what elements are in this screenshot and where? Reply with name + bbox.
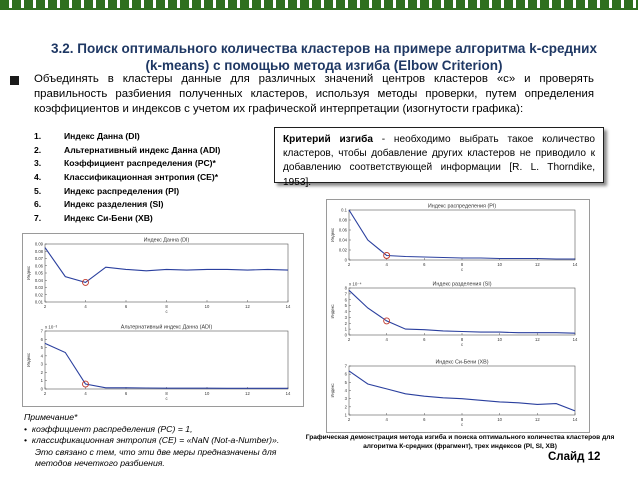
- x-tick-label: 8: [460, 262, 464, 267]
- x-axis-label: c: [165, 396, 168, 401]
- y-tick-label: 6: [344, 371, 347, 377]
- series-line: [45, 248, 288, 283]
- y-tick-label: 0.05: [34, 270, 43, 276]
- y-tick-label: 0.02: [34, 292, 43, 298]
- x-tick-label: 2: [43, 304, 47, 309]
- y-tick-label: 4: [40, 353, 43, 359]
- chart-title: Индекс разделения (SI): [432, 281, 492, 288]
- x-axis-label: c: [460, 267, 464, 272]
- chart-right-middle: [330, 282, 578, 348]
- y-tick-label: 3: [344, 396, 347, 402]
- slide-number: Слайд 12: [548, 451, 601, 463]
- item-label: Классификационная энтропия (CE)*: [64, 172, 219, 183]
- y-axis-label: Индекс: [26, 352, 31, 368]
- x-tick-label: 6: [423, 417, 426, 422]
- y-tick-label: 0.04: [338, 237, 347, 243]
- y-tick-label: 0.06: [34, 263, 43, 269]
- y-tick-label: 4: [344, 388, 347, 393]
- chart-title: Индекс Си-Бени (XB): [435, 359, 489, 366]
- chart-right-bottom: [330, 360, 578, 428]
- y-tick-label: 0.08: [338, 217, 347, 223]
- criterion-text: - необходимо выбрать такое количество кластеров, чтобы добавление других кластеров не приводило к добавлению соответствующей информации [R. L. Thorndike, 1953].: [283, 134, 595, 188]
- x-tick-label: 14: [285, 304, 291, 309]
- x-tick-label: 12: [245, 304, 250, 309]
- y-tick-label: 8: [344, 285, 347, 291]
- x-tick-label: 8: [165, 391, 168, 396]
- y-tick-label: 0.07: [34, 256, 43, 261]
- item-label: Индекс распределения (PI): [64, 185, 180, 196]
- y-tick-label: 0: [40, 386, 43, 392]
- x-tick-label: 14: [572, 337, 578, 342]
- y-axis-label: Индекс: [330, 304, 335, 319]
- item-label: Альтернативный индекс Данна (ADI): [64, 144, 221, 155]
- list-item: [34, 144, 220, 158]
- y-tick-label: 1: [344, 412, 347, 418]
- y-tick-label: 0.01: [34, 299, 43, 305]
- footnote-item: • коэффициент распределения (PC) = 1,: [24, 423, 193, 434]
- item-label: Индекс разделения (SI): [64, 199, 164, 210]
- y-tick-label: 0: [344, 332, 347, 338]
- y-tick-label: 2: [40, 369, 43, 375]
- x-tick-label: 2: [347, 262, 351, 267]
- x-tick-label: 8: [165, 304, 168, 309]
- chart-left-bottom: [26, 324, 291, 402]
- series-line: [349, 210, 575, 259]
- y-tick-label: 6: [344, 297, 347, 303]
- series-line: [349, 290, 575, 333]
- y-tick-label: 3: [344, 314, 347, 320]
- x-tick-label: 2: [347, 337, 351, 342]
- y-tick-label: 0.06: [338, 227, 347, 233]
- series-line: [349, 371, 575, 411]
- right-figure-svg: [327, 200, 589, 432]
- figure-caption: Графическая демонстрация метода изгиба и поиска оптимального количества кластеров для алгоритма К-средних (фрагмент), трех индексов (PI, SI, XB): [305, 434, 615, 450]
- x-tick-label: 12: [534, 262, 540, 267]
- y-tick-label: 5: [344, 303, 347, 309]
- y-tick-label: 4: [344, 309, 347, 314]
- y-tick-label: 3: [40, 361, 43, 367]
- x-axis-label: c: [165, 309, 168, 314]
- x-tick-label: 4: [84, 304, 87, 309]
- x-tick-label: 8: [460, 417, 464, 422]
- x-tick-label: 6: [423, 337, 426, 342]
- item-label: Коэффициент распределения (PC)*: [64, 158, 216, 169]
- y-axis-label: Индекс: [330, 227, 335, 243]
- y-tick-label: 2: [344, 320, 347, 326]
- y-tick-label: 1: [344, 326, 347, 332]
- item-number: 2.: [34, 144, 42, 155]
- list-item: [34, 212, 220, 226]
- criterion-term: Критерий изгиба: [283, 134, 373, 145]
- x-tick-label: 10: [497, 262, 503, 267]
- y-tick-label: 0.09: [34, 241, 43, 247]
- chart-axes-box: [45, 244, 288, 302]
- left-figure-svg: [23, 234, 303, 406]
- y-tick-label: 6: [40, 336, 43, 342]
- y-tick-label: 0.08: [34, 248, 43, 254]
- right-figure: [326, 199, 590, 433]
- criterion-box: [274, 127, 604, 188]
- x-axis-label: c: [460, 422, 464, 427]
- x-tick-label: 14: [285, 391, 291, 396]
- item-label: Индекс Си-Бени (XB): [64, 213, 153, 224]
- list-item: [34, 157, 220, 171]
- chart-exponent: x 10⁻³: [45, 324, 58, 330]
- y-tick-label: 0.1: [341, 207, 347, 213]
- chart-axes-box: [349, 366, 575, 415]
- item-number: 4.: [34, 172, 42, 183]
- y-tick-label: 7: [344, 291, 347, 297]
- chart-title: Индекс распределения (PI): [427, 203, 497, 210]
- y-tick-label: 2: [344, 404, 347, 410]
- y-tick-label: 0.02: [338, 247, 347, 253]
- y-tick-label: 7: [40, 328, 43, 334]
- footnote: [24, 412, 294, 470]
- item-number: 3.: [34, 158, 42, 169]
- list-item: [34, 130, 220, 144]
- chart-title: Альтернативный индекс Данна (ADI): [120, 324, 213, 331]
- bullet-square-icon: [10, 76, 19, 85]
- top-stripe: [0, 0, 638, 8]
- x-tick-label: 14: [572, 417, 578, 422]
- x-tick-label: 8: [460, 337, 464, 342]
- x-tick-label: 2: [43, 391, 47, 396]
- x-tick-label: 6: [423, 262, 426, 267]
- chart-axes-box: [349, 288, 575, 335]
- y-tick-label: 0.03: [34, 285, 43, 290]
- x-tick-label: 10: [204, 391, 210, 396]
- footnote-item: • классификационная энтропия (CE) = «NaN (Not-a-Number)». Это связано с тем, что эти две меры предназначены для методов нечеткого разбиения.: [24, 435, 280, 469]
- y-tick-label: 0.04: [34, 277, 43, 283]
- index-list: [34, 130, 220, 226]
- slide-title: 3.2. Поиск оптимального количества кластеров на примере алгоритма k-средних (k-means) с помощью метода изгиба (Elbow Criterion): [51, 41, 597, 73]
- list-item: [34, 198, 220, 212]
- y-tick-label: 1: [40, 378, 43, 384]
- chart-left-top: [26, 238, 291, 315]
- x-tick-label: 10: [497, 417, 503, 422]
- x-tick-label: 12: [534, 337, 540, 342]
- x-tick-label: 4: [385, 417, 388, 422]
- y-tick-label: 5: [344, 379, 347, 385]
- chart-title: Индекс Данна (DI): [143, 237, 190, 244]
- y-axis-label: Индекс: [26, 265, 31, 281]
- x-tick-label: 4: [84, 391, 87, 396]
- y-tick-label: 7: [344, 363, 347, 369]
- intro-paragraph: Объединять в кластеры данные для различных значений центров кластеров «c» и проверять правильность разбиения полученных кластеров, используя методы проверки, путем определения коэффициентов и индексов с учетом их графической интерпретации (изогнутости графика):: [34, 73, 594, 115]
- x-tick-label: 10: [204, 304, 210, 309]
- chart-exponent: x 10⁻⁴: [349, 281, 362, 287]
- series-line: [45, 343, 288, 388]
- top-stripe-line: [0, 8, 638, 10]
- y-tick-label: 5: [40, 345, 43, 351]
- list-item: [34, 171, 220, 185]
- chart-axes-box: [45, 331, 288, 389]
- x-tick-label: 10: [497, 337, 503, 342]
- y-tick-label: 0: [344, 257, 347, 263]
- item-number: 7.: [34, 213, 42, 224]
- list-item: [34, 185, 220, 199]
- x-tick-label: 12: [245, 391, 250, 396]
- x-tick-label: 2: [347, 417, 351, 422]
- chart-right-top: [330, 204, 578, 273]
- item-number: 6.: [34, 199, 42, 210]
- x-tick-label: 14: [572, 262, 578, 267]
- x-tick-label: 12: [534, 417, 540, 422]
- item-label: Индекс Данна (DI): [64, 131, 140, 141]
- x-tick-label: 4: [385, 337, 388, 342]
- x-tick-label: 4: [385, 262, 388, 267]
- x-tick-label: 6: [124, 391, 128, 396]
- y-axis-label: Индекс: [330, 383, 335, 398]
- item-number: 5.: [34, 185, 42, 196]
- item-number: 1.: [34, 131, 42, 141]
- footnote-title: Примечание*: [24, 412, 78, 422]
- x-tick-label: 6: [124, 304, 128, 309]
- left-figure: [22, 233, 304, 407]
- x-axis-label: c: [460, 342, 464, 347]
